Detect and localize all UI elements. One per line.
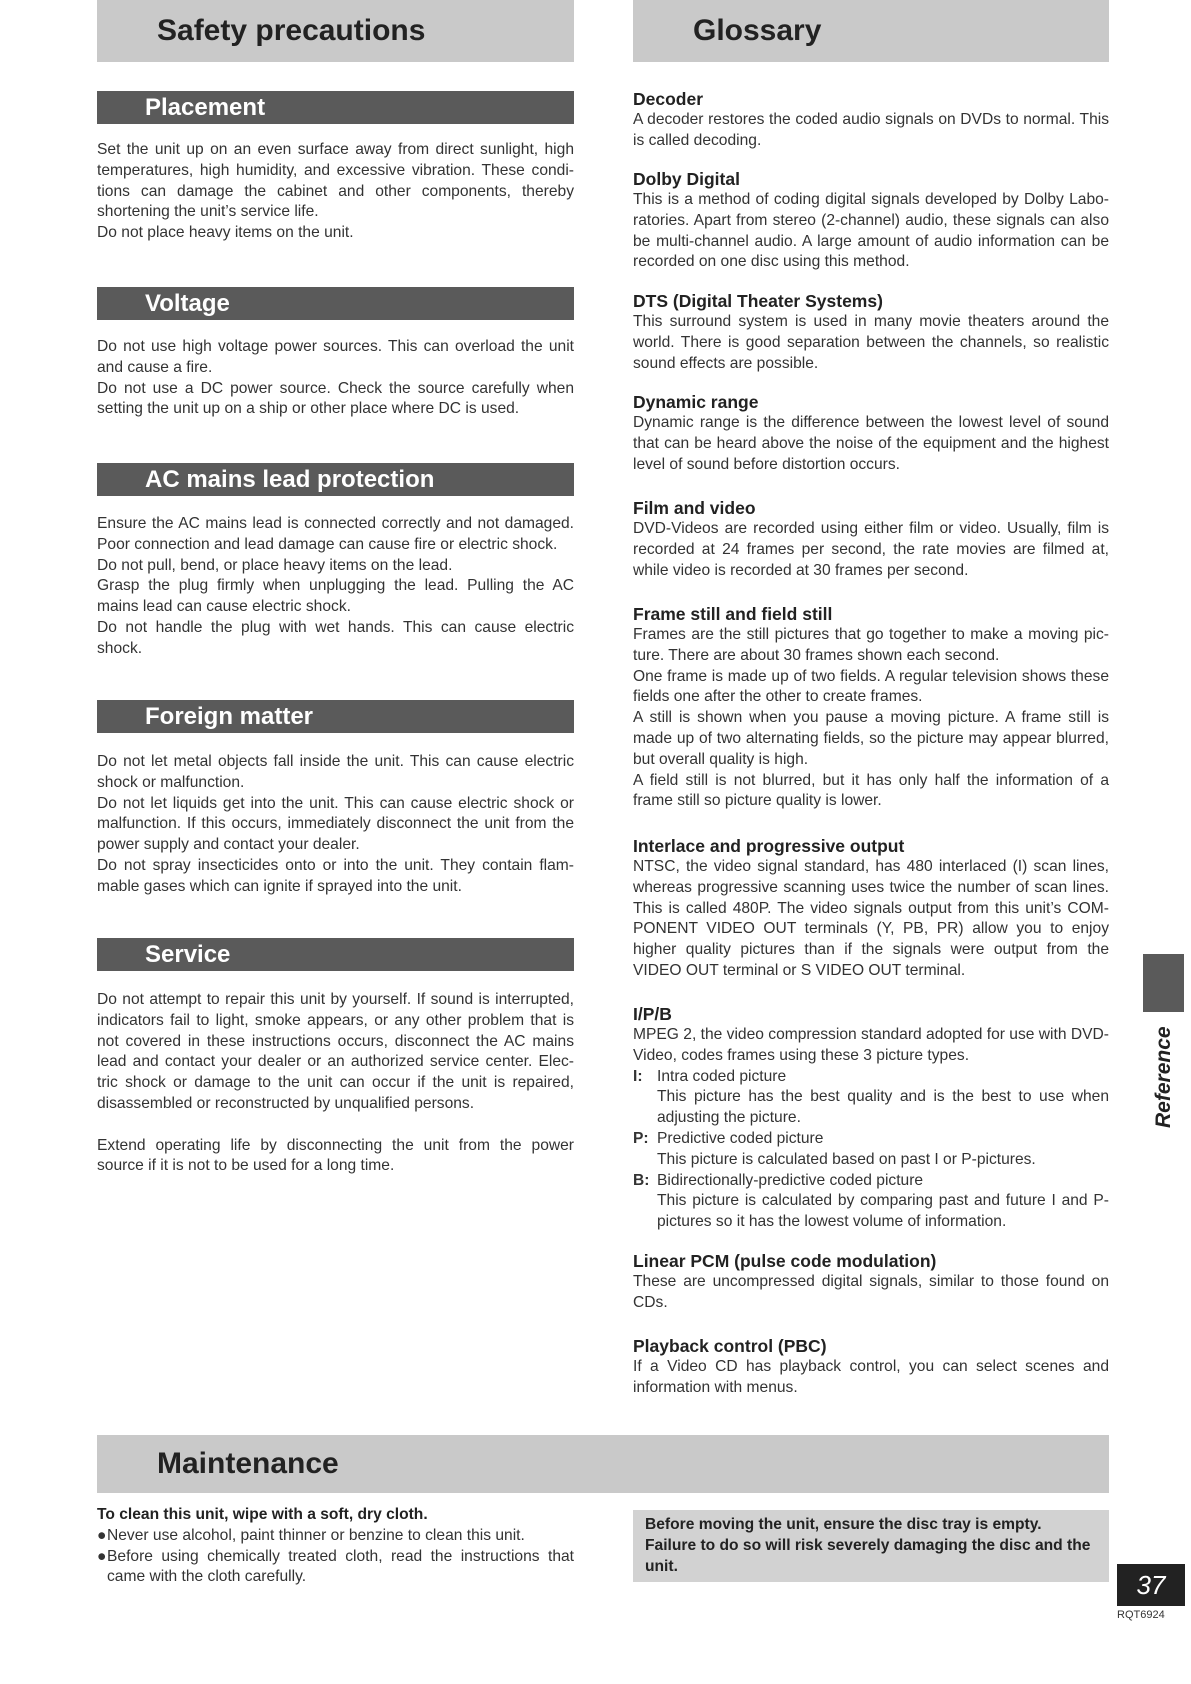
term-title: Linear PCM (pulse code modulation) <box>633 1251 937 1271</box>
service-heading-bar <box>97 938 574 971</box>
voltage-heading-bar <box>97 287 574 320</box>
bullet-icon: ● <box>97 1526 107 1544</box>
term-title: Playback control (PBC) <box>633 1336 827 1356</box>
ipb-type-desc: This picture is calculated by comparing past and future I and P-pictures so it has the lowest volume of information. <box>657 1192 1109 1231</box>
ipb-type-name: Predictive coded picture <box>657 1129 824 1147</box>
document-code: RQT6924 <box>1117 1609 1165 1621</box>
ipb-type-row <box>633 1067 1109 1129</box>
glossary-term-dolby-digital <box>633 168 1109 273</box>
term-title: Frame still and field still <box>633 604 833 624</box>
ipb-type-row <box>633 1129 1109 1171</box>
term-description: Dynamic range is the difference between the lowest level of sound that can be heard above the noise of the equipment and the highest level of sound before distortion occurs. <box>633 414 1109 473</box>
term-title: Dolby Digital <box>633 169 740 189</box>
glossary-term-dts <box>633 290 1109 374</box>
glossary-column <box>633 0 1109 1396</box>
service-heading: Service <box>145 940 231 968</box>
term-description: A decoder restores the coded audio signals on DVDs to normal. This is called decoding. <box>633 111 1109 149</box>
term-title: Film and video <box>633 498 756 518</box>
foreign-matter-heading: Foreign matter <box>145 702 314 730</box>
voltage-heading: Voltage <box>145 289 230 317</box>
safety-column <box>97 0 574 1175</box>
maintenance-header-band <box>97 1435 1109 1493</box>
term-title: Interlace and progressive output <box>633 836 905 856</box>
ac-mains-paragraph: Do not pull, bend, or place heavy items on the lead. <box>97 556 453 574</box>
safety-title: Safety precautions <box>157 14 426 47</box>
term-description: This surround system is used in many movie theaters around the world. There is good separation between the channels, so realistic sound effects are possible. <box>633 313 1109 372</box>
reference-label-text: Reference <box>1152 1026 1175 1128</box>
glossary-term-dynamic-range <box>633 391 1109 475</box>
foreign-matter-paragraph: Do not let metal objects fall inside the unit. This can cause electric shock or malfunction. <box>97 753 574 791</box>
ac-mains-paragraph: Do not handle the plug with wet hands. This can cause electric shock. <box>97 618 574 657</box>
maintenance-notice-text: Before moving the unit, ensure the disc tray is empty. Failure to do so will risk severely damaging the disc and the unit. <box>645 1516 1091 1575</box>
ipb-type-desc: This picture is calculated based on past I or P-pictures. <box>657 1150 1036 1168</box>
reference-tab-marker <box>1143 954 1184 1012</box>
maintenance-notice <box>633 1510 1109 1582</box>
service-paragraph: Extend operating life by disconnecting the unit from the power source if it is not to be used for a long time. <box>97 1136 574 1175</box>
term-title: Decoder <box>633 89 704 109</box>
foreign-matter-paragraph: Do not spray insecticides onto or into the unit. They contain flam-mable gases which can ignite if sprayed into the unit. <box>97 856 574 895</box>
ipb-type-key: B: <box>633 1171 650 1189</box>
maintenance-lead: To clean this unit, wipe with a soft, dry cloth. <box>97 1506 428 1523</box>
term-description: MPEG 2, the video compression standard adopted for use with DVD-Video, codes frames using these 3 picture types. <box>633 1026 1109 1064</box>
placement-paragraph: Do not place heavy items on the unit. <box>97 224 354 242</box>
glossary-term-pbc <box>633 1335 1109 1399</box>
maintenance-bullet <box>97 1547 574 1589</box>
placement-text <box>97 140 574 244</box>
bullet-icon: ● <box>97 1547 107 1565</box>
ac-mains-text <box>97 514 574 660</box>
glossary-title: Glossary <box>693 14 822 47</box>
bullet-text: Before using chemically treated cloth, read the instructions that came with the cloth carefully. <box>107 1547 574 1586</box>
foreign-matter-heading-bar <box>97 700 574 733</box>
maintenance-bullet <box>97 1526 574 1547</box>
term-description: If a Video CD has playback control, you can select scenes and information with menus. <box>633 1358 1109 1396</box>
maintenance-instructions <box>97 1505 574 1588</box>
term-description: DVD-Videos are recorded using either film or video. Usually, film is recorded at 24 frames per second, the rate movies are filmed at, while video is recorded at 30 frames per second. <box>633 520 1109 579</box>
reference-side-label <box>1150 1026 1178 1130</box>
ipb-type-name: Intra coded picture <box>657 1067 787 1085</box>
ipb-type-desc: This picture has the best quality and is the best to use when adjusting the picture. <box>657 1088 1109 1127</box>
service-paragraph: Do not attempt to repair this unit by yourself. If sound is interrupted, indicators fail to light, smoke appears, or any other problem that is not covered in these instructions occurs, disconnect the AC mains lead and contact your dealer or an authorized service center. Elec-tric shock or damage to the unit can occur if the unit is repaired, disassembled or reconstructed by unqualified persons. <box>97 991 574 1112</box>
ac-mains-paragraph: Grasp the plug firmly when unplugging the lead. Pulling the AC mains lead can cause electric shock. <box>97 577 574 616</box>
service-text <box>97 990 574 1177</box>
ipb-type-name: Bidirectionally-predictive coded picture <box>657 1171 924 1189</box>
term-description: A field still is not blurred, but it has only half the information of a frame still so picture quality is lower. <box>633 771 1109 810</box>
term-description: A still is shown when you pause a moving picture. A frame still is made up of two alternating fields, so the picture may appear blurred, but overall quality is high. <box>633 709 1109 768</box>
maintenance-title: Maintenance <box>157 1447 339 1480</box>
ipb-type-key: P: <box>633 1129 649 1147</box>
glossary-header-band <box>633 0 1109 62</box>
placement-heading-bar <box>97 91 574 124</box>
glossary-term-decoder <box>633 88 1109 152</box>
glossary-term-linear-pcm <box>633 1250 1109 1314</box>
foreign-matter-text <box>97 752 574 898</box>
ipb-type-key: I: <box>633 1067 643 1085</box>
ac-mains-heading-bar <box>97 463 574 496</box>
foreign-matter-paragraph: Do not let liquids get into the unit. This can cause electric shock or malfunction. If this occurs, immediately disconnect the unit from the power supply and contact your dealer. <box>97 794 574 854</box>
ipb-type-row <box>633 1171 1109 1233</box>
glossary-term-film-and-video <box>633 497 1109 581</box>
glossary-term-interlace <box>633 835 1109 982</box>
term-title: DTS (Digital Theater Systems) <box>633 291 883 311</box>
term-title: I/P/B <box>633 1004 672 1024</box>
term-description: NTSC, the video signal standard, has 480 interlaced (I) scan lines, whereas progressive scanning uses twice the number of scan lines. This is called 480P. The video signals output from this unit’s COM-PONENT VIDEO OUT terminals (Y, PB, PR) allow you to enjoy higher quality pictures than if the signals were output from the VIDEO OUT terminal or S VIDEO OUT terminal. <box>633 858 1109 979</box>
glossary-term-ipb <box>633 1003 1109 1233</box>
ac-mains-paragraph: Ensure the AC mains lead is connected correctly and not damaged. Poor connection and lead damage can cause fire or electric shock. <box>97 515 574 553</box>
voltage-text <box>97 337 574 420</box>
safety-header-band <box>97 0 574 62</box>
page-number: 37 <box>1136 1569 1166 1600</box>
page-number-box <box>1117 1564 1185 1606</box>
term-description: These are uncompressed digital signals, similar to those found on CDs. <box>633 1273 1109 1311</box>
term-description: One frame is made up of two fields. A regular television shows these fields one after the other to create frames. <box>633 667 1109 706</box>
bullet-text: Never use alcohol, paint thinner or benzine to clean this unit. <box>107 1526 525 1544</box>
placement-paragraph: Set the unit up on an even surface away from direct sunlight, high temperatures, high humidity, and excessive vibration. These condi-tions can damage the cabinet and other components, thereby shortening the unit’s service life. <box>97 141 574 221</box>
ac-mains-heading: AC mains lead protection <box>145 465 435 493</box>
term-description: Frames are the still pictures that go together to make a moving pic-ture. There are about 30 frames shown each second. <box>633 626 1109 664</box>
voltage-paragraph: Do not use a DC power source. Check the source carefully when setting the unit up on a ship or other place where DC is used. <box>97 379 574 418</box>
glossary-term-frame-still <box>633 603 1109 812</box>
term-title: Dynamic range <box>633 392 759 412</box>
term-description: This is a method of coding digital signals developed by Dolby Labo-ratories. Apart from stereo (2-channel) audio, these signals can also be multi-channel audio. A large amount of audio information can be recorded on one disc using this method. <box>633 191 1109 271</box>
voltage-paragraph: Do not use high voltage power sources. This can overload the unit and cause a fire. <box>97 338 574 376</box>
placement-heading: Placement <box>145 93 266 121</box>
